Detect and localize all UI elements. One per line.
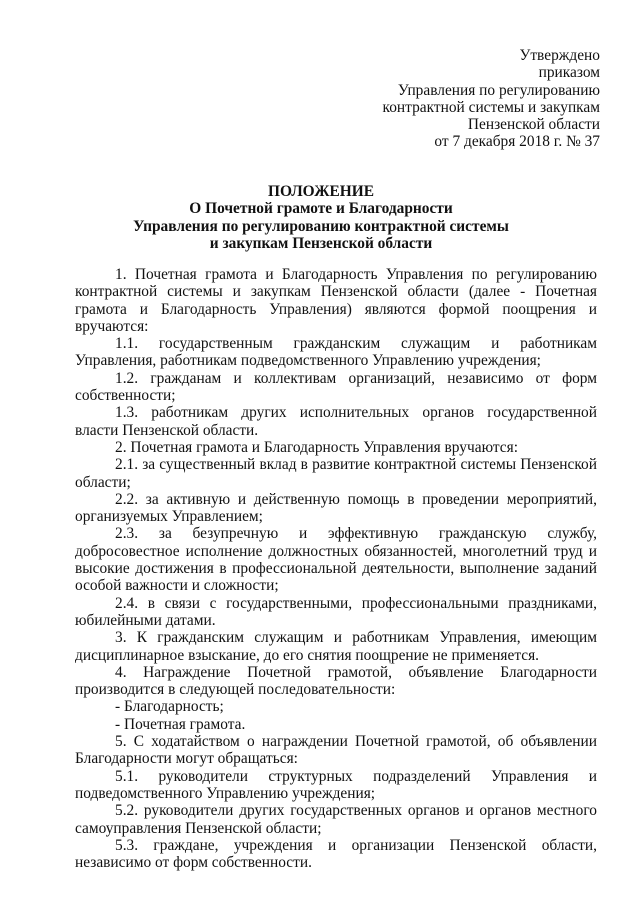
paragraph: 4. Награждение Почетной грамотой, объявление Благодарности производится в следующей последовательности: xyxy=(75,663,597,699)
paragraph: 1.3. работникам других исполнительных органов государственной власти Пензенской области. xyxy=(75,404,597,439)
heading-line: О Почетной грамоте и Благодарности xyxy=(189,200,453,218)
heading-line: Управления по регулированию контрактной системы xyxy=(133,217,509,235)
approval-line: Управления по регулированию xyxy=(397,81,600,99)
paragraph: 1.2. гражданам и коллективам организаций, независимо от форм собственности; xyxy=(75,369,597,405)
heading-line: и закупкам Пензенской области xyxy=(209,234,433,252)
document-heading xyxy=(74,183,568,252)
list-item: - Почетная грамота. xyxy=(115,715,246,733)
document-title: ПОЛОЖЕНИЕ xyxy=(268,183,374,200)
approval-block xyxy=(300,47,600,151)
paragraph: 5. С ходатайством о награждении Почетной грамотой, об объявлении Благодарности могут обращаться: xyxy=(75,733,597,768)
approval-line: Утверждено xyxy=(519,47,600,64)
paragraph: 2.4. в связи с государственными, профессиональными праздниками, юбилейными датами. xyxy=(75,594,597,629)
paragraph: 2. Почетная грамота и Благодарность Управления вручаются: xyxy=(115,438,518,456)
approval-line: от 7 декабря 2018 г. № 37 xyxy=(434,133,600,151)
paragraph: 1. Почетная грамота и Благодарность Управления по регулированию контрактной системы и закупкам Пензенской области (далее - Почетная грамота и Благодарность Управления) являются формой поощрения и вручаются: xyxy=(75,266,597,335)
approval-line: Пензенской области xyxy=(467,116,600,134)
approval-line: контрактной системы и закупкам xyxy=(382,98,600,116)
paragraph: 1.1. государственным гражданским служащим и работникам Управления, работникам подведомственного Управлению учреждения; xyxy=(75,335,597,370)
paragraph: 2.1. за существенный вклад в развитие контрактной системы Пензенской области; xyxy=(75,456,597,491)
list-item: - Благодарность; xyxy=(115,698,224,716)
paragraph: 2.3. за безупречную и эффективную гражданскую службу, добросовестное исполнение должностных обязанностей, многолетний труд и высокие достижения в профессиональной деятельности, выполнение заданий особой важности и сложности; xyxy=(75,525,597,595)
paragraph: 5.2. руководители других государственных органов и органов местного самоуправления Пензенской области; xyxy=(75,802,597,837)
paragraph: 5.3. граждане, учреждения и организации Пензенской области, независимо от форм собственности. xyxy=(75,836,597,872)
paragraph: 2.2. за активную и действенную помощь в проведении мероприятий, организуемых Управлением; xyxy=(75,490,597,526)
document-body xyxy=(75,266,597,871)
paragraph: 5.1. руководители структурных подразделений Управления и подведомственного Управлению учреждения; xyxy=(75,767,597,802)
approval-line: приказом xyxy=(538,64,600,82)
paragraph: 3. К гражданским служащим и работникам Управления, имеющим дисциплинарное взыскание, до его снятия поощрение не применяется. xyxy=(75,629,597,664)
